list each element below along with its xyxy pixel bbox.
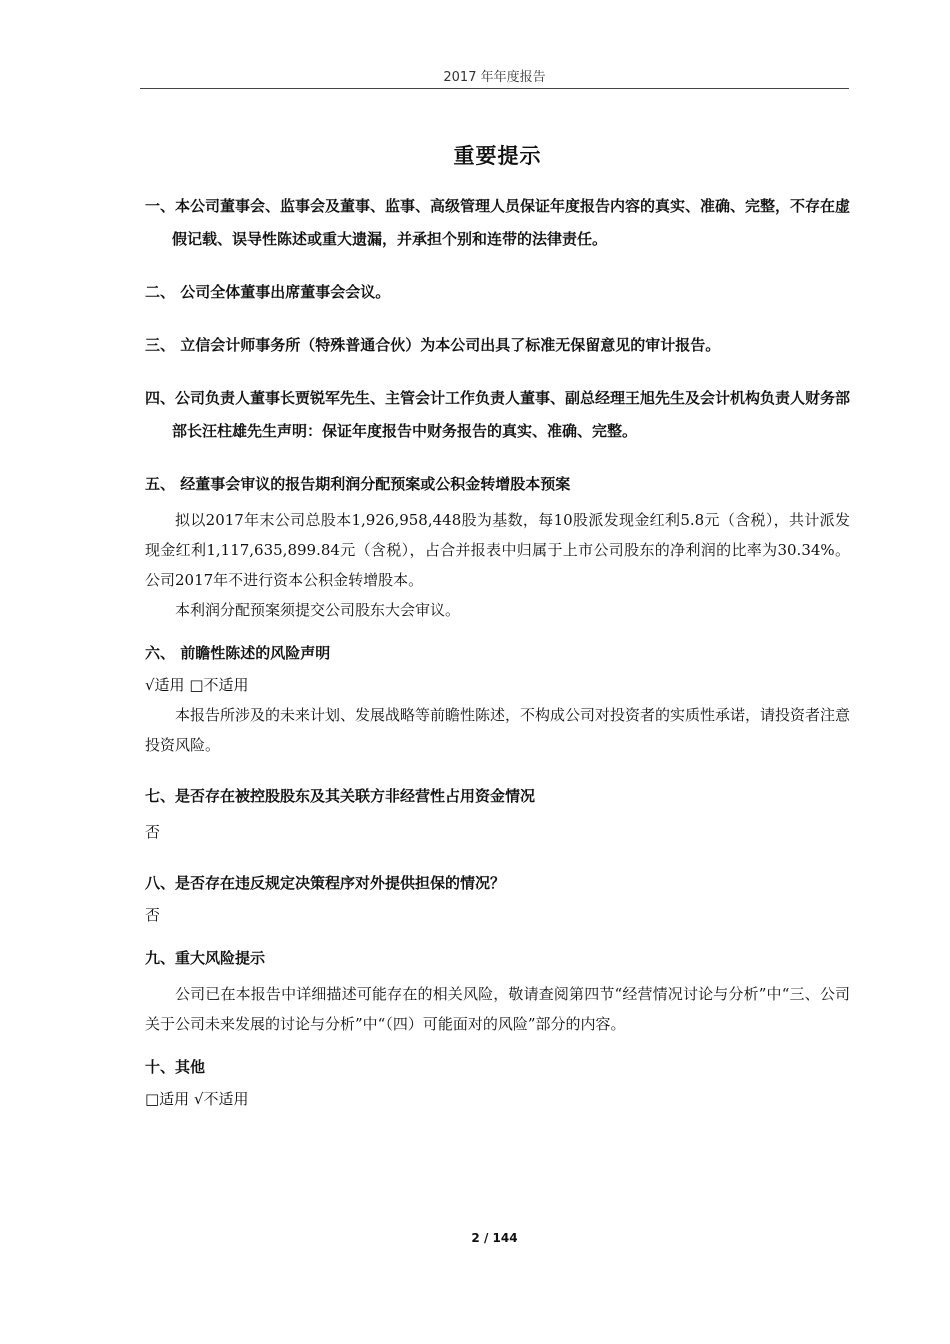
document-body [145, 140, 850, 1114]
header-rule [140, 88, 849, 89]
item-7-heading: 七、是否存在被控股股东及其关联方非经营性占用资金情况 [145, 787, 536, 805]
item-5-paragraph-1: 拟以2017年末公司总股本1,926,958,448股为基数，每10股派发现金红利5.8元（含税），共计派发现金红利1,117,635,899.84元（含税），占合并报表中归属于上市公司股东的净利润的比率为30.34%。公司2017年不进行资本公积金转增股本。 [145, 511, 850, 589]
item-5-heading: 五、 经董事会审议的报告期利润分配预案或公积金转增股本预案 [145, 475, 571, 493]
item-2: 二、 公司全体董事出席董事会会议。 [145, 283, 391, 301]
item-6-heading: 六、 前瞻性陈述的风险声明 [145, 644, 331, 662]
item-6-applicability: √适用 □不适用 [145, 676, 249, 694]
item-1: 一、本公司董事会、监事会及董事、监事、高级管理人员保证年度报告内容的真实、准确、完整，不存在虚假记载、误导性陈述或重大遗漏，并承担个别和连带的法律责任。 [145, 197, 851, 248]
item-8-heading: 八、是否存在违反规定决策程序对外提供担保的情况？ [145, 874, 506, 892]
item-6-paragraph: 本报告所涉及的未来计划、发展战略等前瞻性陈述，不构成公司对投资者的实质性承诺，请投资者注意投资风险。 [145, 706, 851, 754]
item-8-answer: 否 [145, 906, 161, 924]
running-header: 2017 年年度报告 [443, 70, 546, 85]
item-10-heading: 十、其他 [145, 1058, 206, 1076]
item-3: 三、 立信会计师事务所（特殊普通合伙）为本公司出具了标准无保留意见的审计报告。 [145, 336, 721, 354]
page-number: 2 / 144 [471, 1231, 518, 1245]
page-title: 重要提示 [453, 144, 542, 168]
item-7-answer: 否 [145, 823, 161, 841]
item-9-paragraph: 公司已在本报告中详细描述可能存在的相关风险，敬请查阅第四节“经营情况讨论与分析”中“三、公司关于公司未来发展的讨论与分析”中“（四）可能面对的风险”部分的内容。 [145, 985, 850, 1033]
item-5-paragraph-2: 本利润分配预案须提交公司股东大会审议。 [175, 601, 461, 619]
item-9-heading: 九、重大风险提示 [145, 949, 266, 967]
item-10-applicability: □适用 √不适用 [145, 1090, 249, 1108]
item-4: 四、公司负责人董事长贾锐军先生、主管会计工作负责人董事、副总经理王旭先生及会计机构负责人财务部部长汪柱雄先生声明：保证年度报告中财务报告的真实、准确、完整。 [145, 389, 851, 440]
